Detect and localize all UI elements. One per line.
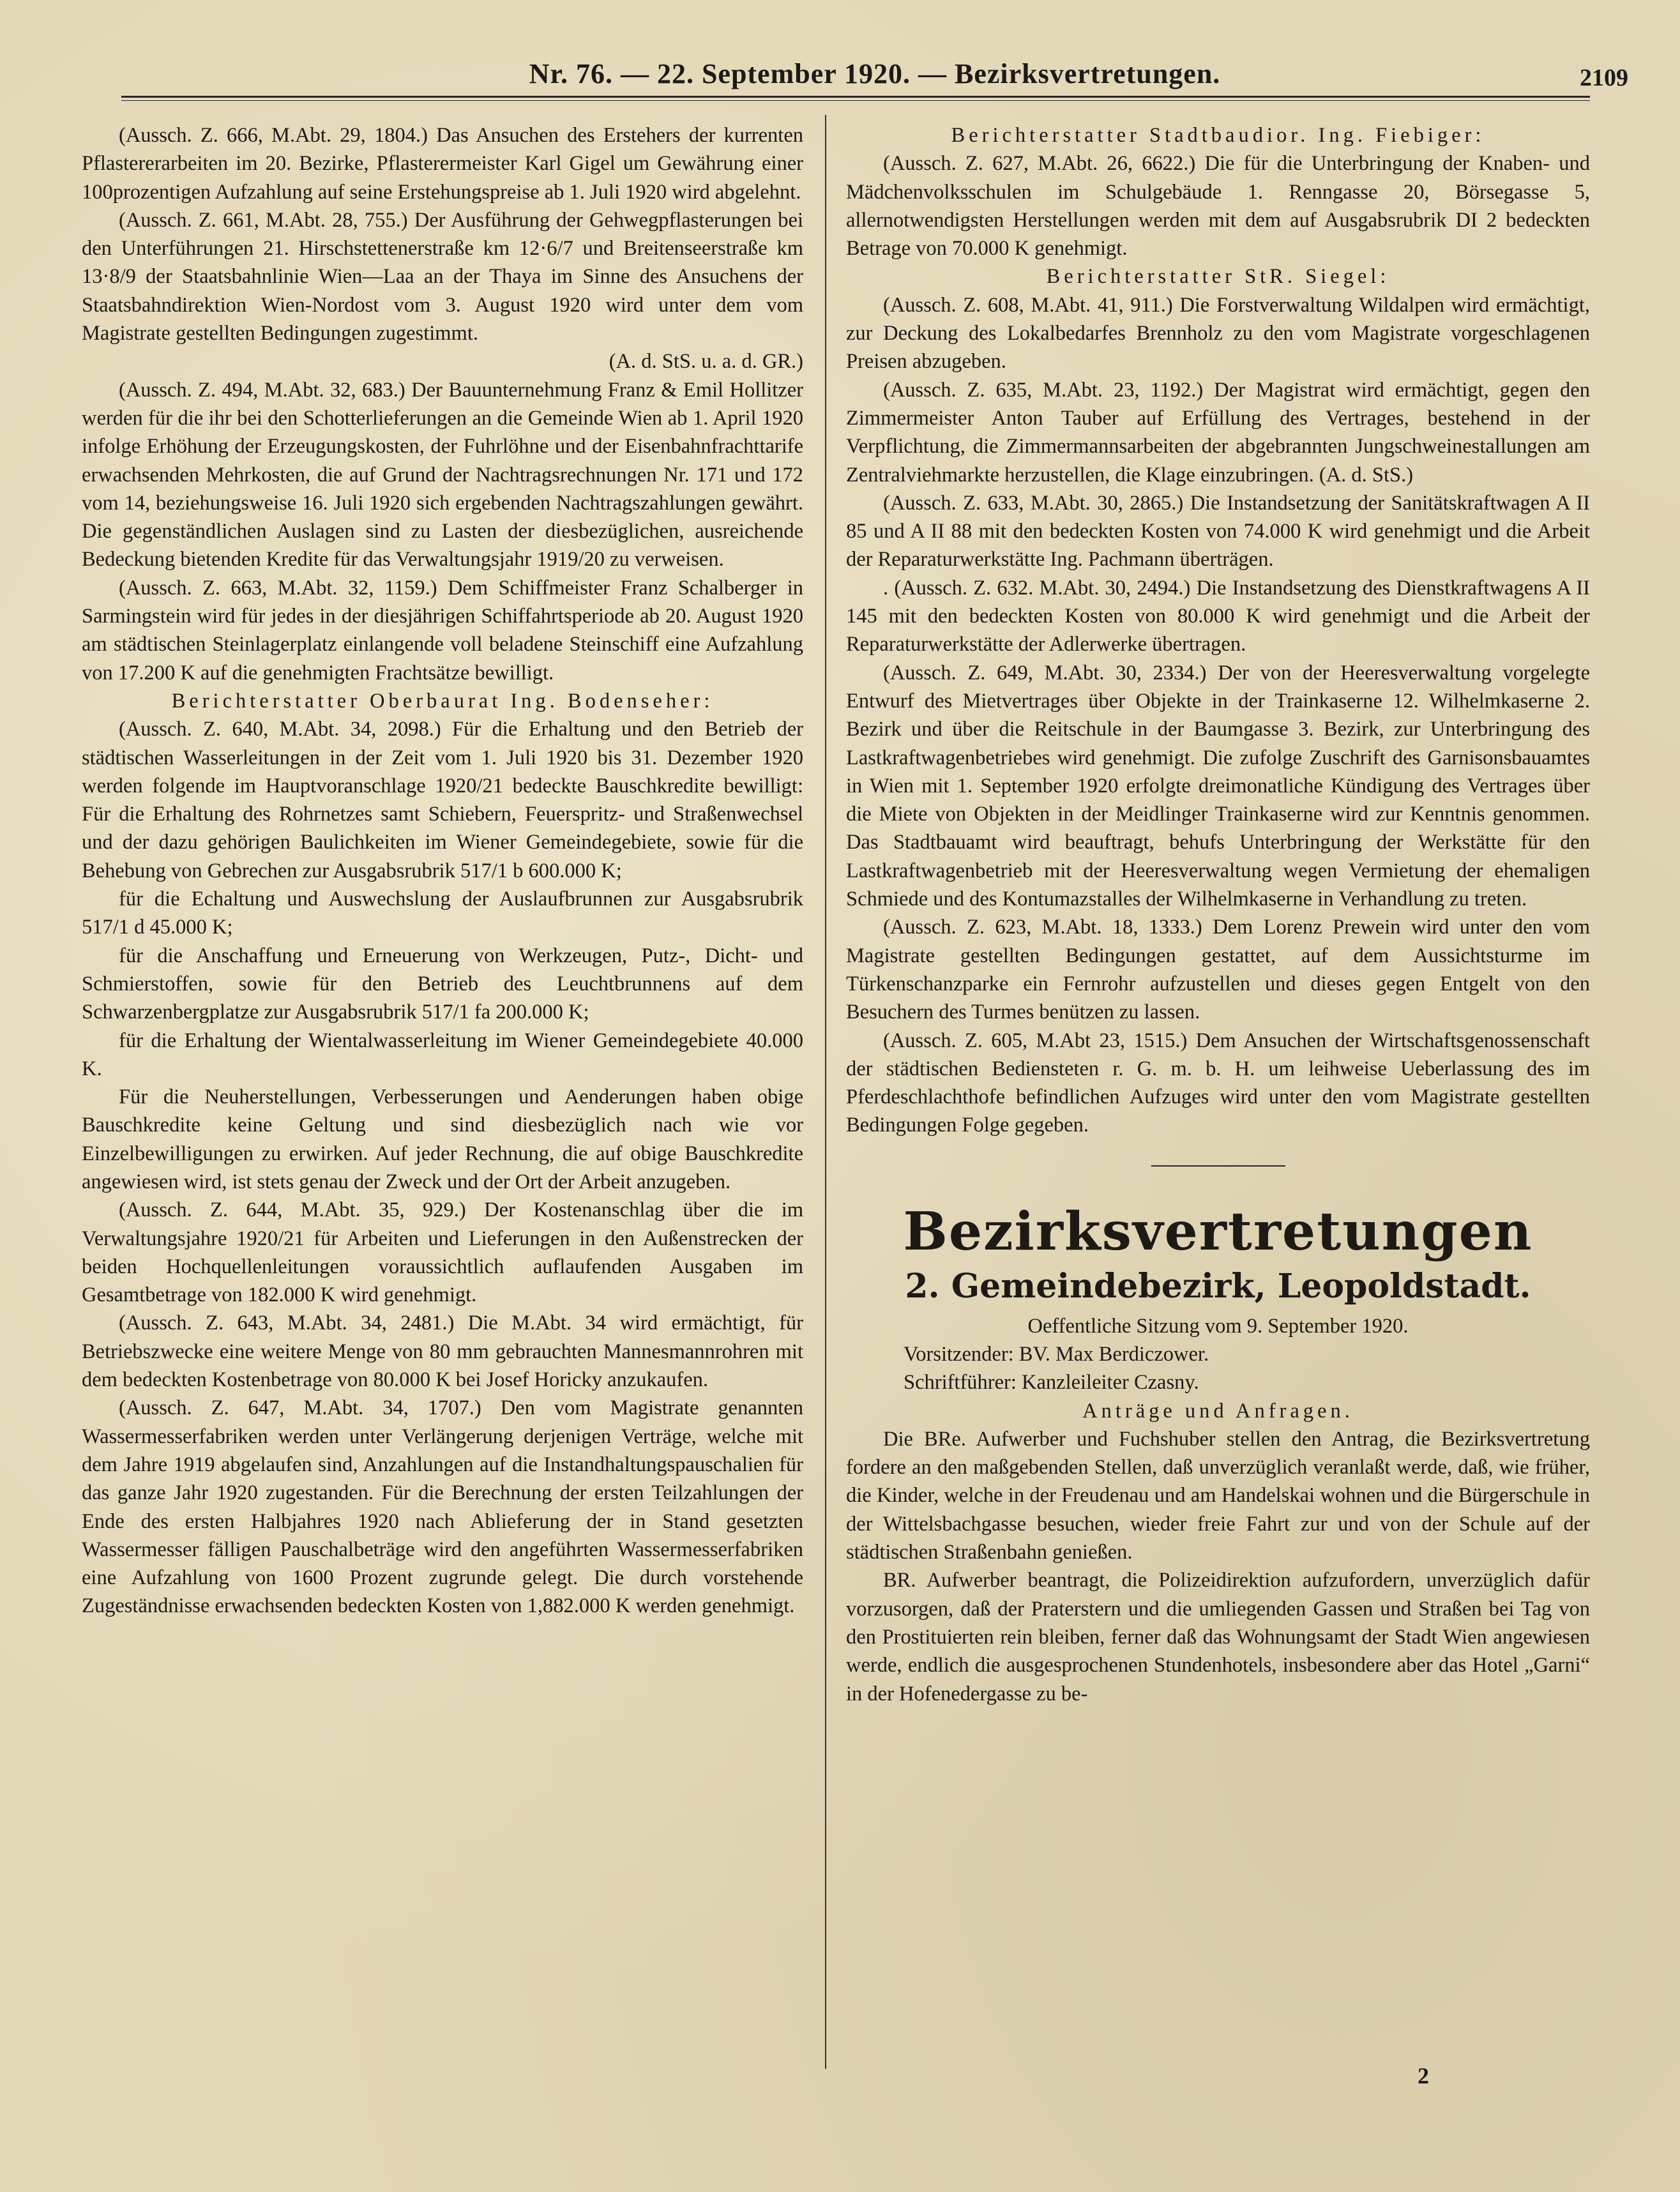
paragraph: (Aussch. Z. 643, M.Abt. 34, 2481.) Die M.Abt. 34 wird ermächtigt, für Betriebszwecke eine weitere Menge von 80 mm gebrauchten Mannesmannrohren mit dem bedeckten Kostenbetrage von 80.000 K bei Josef Horicky anzukaufen. xyxy=(82,1311,803,1392)
paragraph: für die Erhaltung der Wientalwasserleitung im Wiener Gemeindegebiete 40.000 K. xyxy=(82,1029,803,1080)
paragraph: (Aussch. Z. 661, M.Abt. 28, 755.) Der Ausführung der Gehwegpflasterungen bei den Unterführungen 21. Hirschstettenerstraße km 12·6/7 und Breitenseerstraße km 13·8/9 der Staatsbahnlinie Wien—Laa an der Thaya im Sinne des Ansuchens der Staatsbahndirektion Wien-Nordost vom 3. August 1920 wird unter dem vom Magistrate gestellten Bedingungen zugestimmt. xyxy=(82,208,803,345)
paragraph: (Aussch. Z. 494, M.Abt. 32, 683.) Der Bauunternehmung Franz & Emil Hollitzer werden für die ihr bei den Schotterlieferungen an die Gemeinde Wien ab 1. April 1920 infolge Erhöhung der Erzeugungskosten, der Fuhrlöhne und der Eisenbahnfrachttarife erwachsenden Mehrkosten, die auf Grund der Nachtragsrechnungen Nr. 171 und 172 vom 14, beziehungsweise 16. Juli 1920 sich ergebenden Nachtragszahlungen gewährt. Die gegenständlichen Auslagen sind zu Lasten der diesbezüglichen, ausreichende Bedeckung bietenden Kredite für das Verwaltungsjahr 1919/20 zu verweisen. xyxy=(82,378,803,571)
secretary-line: Schriftführer: Kanzleileiter Czasny. xyxy=(904,1371,1199,1395)
paragraph: (Aussch. Z. 605, M.Abt 23, 1515.) Dem Ansuchen der Wirtschaftsgenossenschaft der städtischen Bediensteten r. G. m. b. H. um leihweise Ueberlassung des im Pferdeschlachthofe befindlichen Aufzuges wird unter den vom Magistrate gestellten Bedingungen Folge gegeben. xyxy=(846,1029,1590,1137)
paragraph: (Aussch. Z. 647, M.Abt. 34, 1707.) Den vom Magistrate genannten Wassermesserfabriken werden unter Verlängerung derjenigen Verträge, welche mit dem Jahre 1919 abgelaufen sind, Anzahlungen auf die Instandhaltungspauschalien für das ganze Jahr 1920 zugestanden. Für die Berechnung der ersten Teilzahlungen der Ende des ersten Halbjahres 1920 nach Ablieferung der in Stand gesetzten Wassermesser fälligen Pauschalbeträge wird den angeführten Wassermesserfabriken eine Aufzahlung von 1600 Prozent zugrunde gelegt. Die durch vorstehende Zugeständnisse erwachsenden bedeckten Kosten von 1,882.000 K werden genehmigt. xyxy=(82,1396,803,1618)
paragraph: (Aussch. Z. 649, M.Abt. 30, 2334.) Der von der Heeresverwaltung vorgelegte Entwurf des Mietvertrages über Objekte in der Trainkaserne 12. Wilhelmkaserne 2. Bezirk und über die Reitschule in der Baumgasse 3. Bezirk, zur Unterbringung des Lastkraftwagenbetriebes wird genehmigt. Die zufolge Zuschrift des Garnisonsbauamtes in Wien mit 1. September 1920 erfolgte dreimonatliche Kündigung des Vertrages über die Miete von Objekten in der Meidlinger Trainkaserne wird zur Kenntnis genommen. Das Stadtbauamt wird beauftragt, behufs Unterbringung der Werkstätte für den Lastkraftwagenbetrieb mit der Heeresverwaltung wegen Vermietung der ehemaligen Schmiede und des Kontumazstalles der Wilhelmkaserne in Verhandlung zu treten. xyxy=(846,661,1590,911)
paragraph: (Aussch. Z. 627, M.Abt. 26, 6622.) Die für die Unterbringung der Knaben- und Mädchenvolksschulen im Schulgebäude 1. Renngasse 20, Börsegasse 5, allernotwendigsten Herstellungen werden mit dem auf Ausgabsrubrik DI 2 bedeckten Betrage von 70.000 K genehmigt. xyxy=(846,152,1590,261)
signature-mark: 2 xyxy=(1418,2063,1429,2089)
header-title: Nr. 76. — 22. September 1920. — Bezirksvertretungen. xyxy=(529,58,1221,89)
motions-heading: Anträge und Anfragen. xyxy=(1082,1399,1354,1423)
paragraph: (Aussch. Z. 640, M.Abt. 34, 2098.) Für die Erhaltung und den Betrieb der städtischen Wasserleitungen in der Zeit vom 1. Juli 1920 bis 31. Dezember 1920 werden folgende im Hauptvoranschlage 1920/21 bedeckte Bauschkredite bewilligt: Für die Erhaltung des Rohrnetzes samt Schiebern, Feuerspritz- und Straßenwechsel und der dazu gehörigen Baulichkeiten im Wiener Gemeindegebiete, sowie für die Behebung von Gebrechen zur Ausgabsrubrik 517/1 b 600.000 K; xyxy=(82,718,803,882)
rapporteur-line: Berichterstatter StR. Siegel: xyxy=(1046,265,1390,289)
paragraph: (Aussch. Z. 644, M.Abt. 35, 929.) Der Kostenanschlag über die im Verwaltungsjahre 1920/21 für Arbeiten und Lieferungen in den Außenstrecken der beiden Hochquellenleitungen voraussichtlich auflaufenden Ausgaben im Gesamtbetrage von 182.000 K wird genehmigt. xyxy=(82,1198,803,1307)
left-column xyxy=(82,121,803,1621)
section-subtitle: 2. Gemeindebezirk, Leopoldstadt. xyxy=(905,1266,1531,1306)
chair-line: Vorsitzender: BV. Max Berdiczower. xyxy=(904,1342,1209,1366)
paragraph: . (Aussch. Z. 632. M.Abt. 30, 2494.) Die Instandsetzung des Dienstkraftwagens A II 145 mit den bedeckten Kosten von 80.000 K wird genehmigt und die Arbeit der Reparaturwerkstätte der Adlerwerke übertragen. xyxy=(846,576,1590,656)
right-column xyxy=(846,121,1590,1708)
paragraph: (Aussch. Z. 633, M.Abt. 30, 2865.) Die Instandsetzung der Sanitätskraftwagen A II 85 und A II 88 mit den bedeckten Kosten von 74.000 K wird genehmigt und die Arbeit der Reparaturwerkstätte Ing. Pachmann überträgen. xyxy=(846,491,1590,571)
paragraph: für die Anschaffung und Erneuerung von Werkzeugen, Putz-, Dicht- und Schmierstoffen, sowie für den Betrieb des Leuchtbrunnens auf dem Schwarzenbergplatze zur Ausgabsrubrik 517/1 fa 200.000 K; xyxy=(82,944,803,1024)
paragraph: (Aussch. Z. 635, M.Abt. 23, 1192.) Der Magistrat wird ermächtigt, gegen den Zimmermeister Anton Tauber auf Erfüllung des Vertrages, bestehend in der Verpflichtung, die Zimmermannsarbeiten der abgebrannten Jungschweinestallungen am Zentralviehmarkte herzustellen, die Klage einzubringen. (A. d. StS.) xyxy=(846,378,1590,487)
paragraph: BR. Aufwerber beantragt, die Polizeidirektion aufzufordern, unverzüglich dafür vorzusorgen, daß der Praterstern und die umliegenden Gassen und Straßen bei Tag von den Prostituierten rein bleiben, ferner daß das Wohnungsamt der Stadt Wien angewiesen werde, endlich die ausgesprochenen Stundenhotels, insbesondere aber das Hotel „Garni“ in der Hofenedergasse zu be- xyxy=(846,1569,1590,1705)
running-header xyxy=(121,51,1628,96)
session-line: Oeffentliche Sitzung vom 9. September 1920. xyxy=(1027,1314,1409,1338)
column-divider xyxy=(825,115,826,2069)
paragraph: (Aussch. Z. 623, M.Abt. 18, 1333.) Dem Lorenz Prewein wird unter den vom Magistrate gestellten Bedingungen gestattet, auf dem Aussichtsturme im Türkenschanzparke ein Fernrohr aufzustellen und dieses gegen Entgelt von den Besuchern des Turmes benützen zu lassen. xyxy=(846,916,1590,1024)
paragraph: (Aussch. Z. 663, M.Abt. 32, 1159.) Dem Schiffmeister Franz Schalberger in Sarmingstein wird für jedes in der diesjährigen Schiffahrtsperiode ab 20. August 1920 am städtischen Steinlagerplatz einlangende voll beladene Steinschiff eine Aufzahlung von 17.200 K auf die genehmigten Frachtsätze bewilligt. xyxy=(82,576,803,684)
paragraph: (Aussch. Z. 666, M.Abt. 29, 1804.) Das Ansuchen des Erstehers der kurrenten Pflastererarbeiten im 20. Bezirke, Pflasterermeister Karl Gigel um Gewährung einer 100prozentigen Aufzahlung auf seine Erstehungspreise ab 1. Juli 1920 wird abgelehnt. xyxy=(82,124,803,204)
paragraph: (Aussch. Z. 608, M.Abt. 41, 911.) Die Forstverwaltung Wildalpen wird ermächtigt, zur Deckung des Lokalbedarfes Brennholz zu den vom Magistrate vorgeschlagenen Preisen abzugeben. xyxy=(846,293,1590,374)
paragraph-note: (A. d. StS. u. a. d. GR.) xyxy=(609,350,803,374)
section-title: Bezirksvertretungen xyxy=(903,1200,1533,1262)
paragraph: Für die Neuherstellungen, Verbesserungen und Aenderungen haben obige Bauschkredite keine Geltung und sind diesbezüglich nach wie vor Einzelbewilligungen zu erwirken. Auf jeder Rechnung, die auf obige Bauschkredite angewiesen wird, ist stets genau der Zweck und der Ort der Arbeit anzugeben. xyxy=(82,1085,803,1193)
section-separator xyxy=(1151,1165,1285,1167)
paragraph: für die Echaltung und Auswechslung der Auslaufbrunnen zur Ausgabsrubrik 517/1 d 45.000 K; xyxy=(82,888,803,939)
page-number: 2109 xyxy=(1580,64,1628,91)
header-rule xyxy=(121,96,1590,98)
header-rule-thin xyxy=(121,100,1590,101)
rapporteur-line: Berichterstatter Oberbaurat Ing. Bodenseher: xyxy=(171,689,714,713)
paragraph: Die BRe. Aufwerber und Fuchshuber stellen den Antrag, die Bezirksvertretung fordere an den maßgebenden Stellen, daß unverzüglich veranlaßt werde, daß, wie früher, die Kinder, welche in der Freudenau und am Handelskai wohnen und die Bürgerschule in der Wittelsbachgasse besuchen, wieder freie Fahrt zur und von der Schule auf der städtischen Straßenbahn genießen. xyxy=(846,1427,1590,1564)
rapporteur-line: Berichterstatter Stadtbaudior. Ing. Fiebiger: xyxy=(951,124,1485,147)
